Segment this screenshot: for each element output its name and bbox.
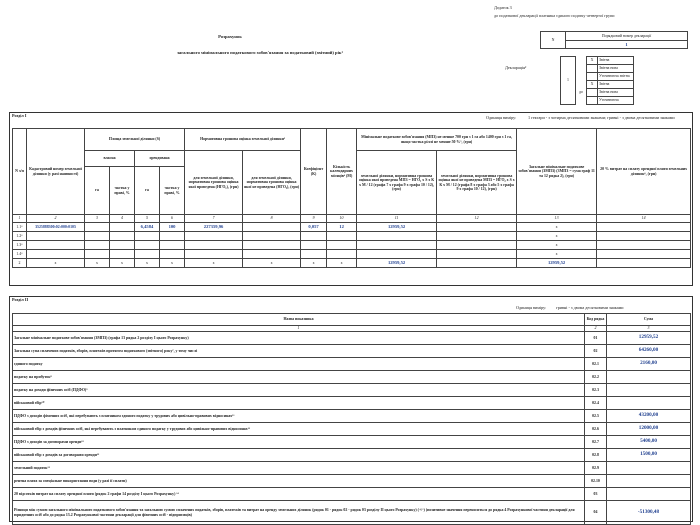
decl-mark-5[interactable] xyxy=(587,97,598,105)
indicator-code: 02.8 xyxy=(585,449,607,462)
decl-label-0: Звітна xyxy=(598,57,634,65)
table-row xyxy=(13,358,691,371)
owned-ha-input[interactable] xyxy=(85,241,110,250)
section2-table xyxy=(12,313,691,525)
order-value: 1 xyxy=(566,41,688,49)
total-zmpz[interactable]: 12959,52 xyxy=(517,259,597,268)
colnum-11: 11 xyxy=(357,215,437,223)
declaration-types xyxy=(560,56,634,105)
indicator-sum[interactable]: 64260,00 xyxy=(607,345,691,358)
indicator-sum[interactable]: 5400,00 xyxy=(607,436,691,449)
table-row xyxy=(13,449,691,462)
mpz-a-input[interactable] xyxy=(357,250,437,259)
table-row xyxy=(13,345,691,358)
indicator-code: 01 xyxy=(585,332,607,345)
table-row xyxy=(13,410,691,423)
indicator-code: 02.2 xyxy=(585,371,607,384)
valuation-b-input[interactable] xyxy=(243,223,301,232)
row-n: 1.2⁶ xyxy=(13,232,27,241)
declaration-number: 1 xyxy=(561,57,576,105)
indicator-sum[interactable]: 43200,00 xyxy=(607,410,691,423)
decl-mark-0[interactable]: X xyxy=(587,57,598,65)
total-x: x xyxy=(243,259,301,268)
heading-line2: загального мінімального податкового зобов'язання за податковий (звітний) рік¹ xyxy=(177,50,343,55)
table-row xyxy=(13,241,691,250)
table-row xyxy=(13,232,691,241)
pct-input[interactable] xyxy=(597,232,691,241)
hdr-owned-ha: га xyxy=(85,167,110,215)
decl-label-1: Звітна нова xyxy=(598,65,634,73)
mpz-b-input[interactable] xyxy=(437,223,517,232)
leased-share-input[interactable] xyxy=(160,250,185,259)
owned-ha-input[interactable] xyxy=(85,223,110,232)
indicator-code: 02.9 xyxy=(585,462,607,475)
indicator-name: Загальна сума сплачених податків, зборів, платежів протягом податкового (звітного) року⁷, у тому числі xyxy=(13,345,585,358)
decl-mark-4[interactable] xyxy=(587,89,598,97)
decl-label-2: Уточнююча звітна xyxy=(598,73,634,81)
colnum-10: 10 xyxy=(327,215,357,223)
s2-colnum-2: 2 xyxy=(585,326,607,332)
leased-ha-input[interactable]: 6,4584 xyxy=(135,223,160,232)
hdr-owned: власна xyxy=(85,151,135,167)
mpz-b-input[interactable] xyxy=(437,232,517,241)
row-n: 1.1⁶ xyxy=(13,223,27,232)
indicator-sum[interactable]: 2160,00 xyxy=(607,358,691,371)
valuation-b-input[interactable] xyxy=(243,232,301,241)
months-input[interactable]: 12 xyxy=(327,223,357,232)
indicator-code: 02.3 xyxy=(585,384,607,397)
hdr-code: Код рядка xyxy=(585,314,607,326)
indicator-name: військовий збір з доходів за договорами оренди¹² xyxy=(13,449,585,462)
table-row xyxy=(13,397,691,410)
row-n: 1.3⁶ xyxy=(13,241,27,250)
valuation-a-input[interactable] xyxy=(185,241,243,250)
indicator-sum[interactable]: 12000,00 xyxy=(607,423,691,436)
months-input[interactable] xyxy=(327,232,357,241)
table-row xyxy=(13,501,691,525)
valuation-b-input[interactable] xyxy=(243,241,301,250)
owned-ha-input[interactable] xyxy=(85,232,110,241)
colnum-9: 9 xyxy=(301,215,327,223)
decl-spacer xyxy=(576,57,587,81)
total-x: x xyxy=(85,259,110,268)
decl-mark-3[interactable]: X xyxy=(587,81,598,89)
months-input[interactable] xyxy=(327,250,357,259)
mpz-a-input[interactable] xyxy=(357,241,437,250)
hdr-pct: 20 % витрат на сплату орендної плати земельних ділянок⁶, (грн) xyxy=(597,129,691,215)
leased-share-input[interactable] xyxy=(160,232,185,241)
indicator-code: 02.7 xyxy=(585,436,607,449)
colnum-7: 7 xyxy=(185,215,243,223)
mpz-b-input[interactable] xyxy=(437,241,517,250)
section2-units-value: гривні - з двома десятковими знаками xyxy=(556,305,624,310)
indicator-sum[interactable] xyxy=(607,384,691,397)
owned-share-input[interactable] xyxy=(110,223,135,232)
total-mpz-b[interactable] xyxy=(437,259,517,268)
mpz-a-input[interactable] xyxy=(357,232,437,241)
appendix-subtitle: до податкової декларації платника єдиного податку четвертої групи xyxy=(494,13,615,18)
colnum-4: 4 xyxy=(110,215,135,223)
cadastral-input[interactable] xyxy=(27,250,85,259)
table-row-total xyxy=(13,259,691,268)
indicator-code: 02 xyxy=(585,345,607,358)
row-n: 2 xyxy=(13,259,27,268)
indicator-code: 03 xyxy=(585,488,607,501)
indicator-code: 02.10 xyxy=(585,475,607,488)
indicator-code: 04 xyxy=(585,501,607,525)
leased-share-input[interactable] xyxy=(160,241,185,250)
hdr-leased-ha: га xyxy=(135,167,160,215)
indicator-name: Загальне мінімальне податкове зобов'язання (ЗМПЗ) (графа 13 рядка 2 розділу I цього Розрахунку) xyxy=(13,332,585,345)
hdr-cadastral: Кадастровий номер земельної ділянки (у разі наявності) xyxy=(27,129,85,215)
colnum-5: 5 xyxy=(135,215,160,223)
indicator-name: ПДФО з доходів фізичних осіб, які перебувають з платником єдиного податку у трудових або цивільно-правових відносинах¹¹ xyxy=(13,410,585,423)
leased-ha-input[interactable] xyxy=(135,241,160,250)
hdr-coef: Коефіцієнт (К) xyxy=(301,129,327,215)
total-x: x xyxy=(185,259,243,268)
section1-units-label: Одиниця виміру: xyxy=(486,115,517,120)
coef-input[interactable] xyxy=(301,232,327,241)
indicator-sum[interactable] xyxy=(607,475,691,488)
hdr-total: Загальне мінімальне податкове зобов'язання (ЗМПЗ) (ЗМПЗ = сума граф 11 та 12 рядка 2), (грн) xyxy=(517,129,597,215)
cadastral-input[interactable]: 3525888300:02:000:0105 xyxy=(27,223,85,232)
indicator-code: 02.4 xyxy=(585,397,607,410)
indicator-sum[interactable]: 1500,00 xyxy=(607,449,691,462)
colnum-2: 2 xyxy=(27,215,85,223)
table-row xyxy=(13,371,691,384)
indicator-sum[interactable] xyxy=(607,488,691,501)
hdr-mpz: Мінімальне податкове зобов'язання (МПЗ) не менше 700 грн з 1 га або 1400 грн з 1 га, якщо частка ріллі не менше 50 %⁵, (грн) xyxy=(357,129,517,151)
total-pct[interactable] xyxy=(597,259,691,268)
indicator-name: військовий збір з доходів фізичних осіб, які перебувають з платником єдиного податку у трудових або цивільно-правових відносинах¹¹ xyxy=(13,423,585,436)
section2-units-label: Одиниця виміру: xyxy=(516,305,547,310)
decl-label-3: Звітна xyxy=(598,81,634,89)
total-x: x xyxy=(327,259,357,268)
total-x: x xyxy=(160,259,185,268)
hdr-mpz-b: земельної ділянки, нормативна грошова оцінка якої не проведена МПЗ = НГО₂ x S x К x М / 12 (графа 8 x графа 3 або 5 x графа 9 x графа 10 / 12), (грн) xyxy=(437,151,517,215)
indicator-name: рентна плата за спеціальне використання води (у разі її сплати) xyxy=(13,475,585,488)
hdr-name: Назва показника xyxy=(13,314,585,326)
total-cell: x xyxy=(517,250,597,259)
hdr-sum: Сума xyxy=(607,314,691,326)
s2-colnum-1: 1 xyxy=(13,326,585,332)
cadastral-input[interactable] xyxy=(27,232,85,241)
hdr-leased-share: частка у праві, % xyxy=(160,167,185,215)
total-cell: x xyxy=(517,241,597,250)
decl-label-4: Звітна нова xyxy=(598,89,634,97)
heading-line1: Розрахунок xyxy=(218,34,242,39)
colnum-1: 1 xyxy=(13,215,27,223)
colnum-12: 12 xyxy=(437,215,517,223)
declaration-label: Декларація² xyxy=(505,65,527,70)
owned-ha-input[interactable] xyxy=(85,250,110,259)
indicator-code: 02.1 xyxy=(585,358,607,371)
table-row xyxy=(13,436,691,449)
mpz-a-input[interactable]: 12959,52 xyxy=(357,223,437,232)
indicator-name: податку на прибуток⁸ xyxy=(13,371,585,384)
table-row xyxy=(13,332,691,345)
colnum-13: 13 xyxy=(517,215,597,223)
coef-input[interactable] xyxy=(301,241,327,250)
section1-units-value: 1 гектари - з чотирма десятковими знаками; гривні - з двома десятковими знаками xyxy=(528,115,675,120)
total-cell: x xyxy=(517,232,597,241)
owned-share-input[interactable] xyxy=(110,241,135,250)
hdr-mpz-a: земельної ділянки, нормативна грошова оцінка якої проведена МПЗ = НГО₁ x S x К x М / 12 (графа 7 x графа 9 x графа 10 / 12), (грн) xyxy=(357,151,437,215)
hdr-valuation: Нормативна грошова оцінка земельної ділянки³ xyxy=(185,129,301,151)
hdr-val-a: для земельної ділянки, нормативна грошова оцінка якої проведена (НГО₁), (грн) xyxy=(185,151,243,215)
table-row xyxy=(13,475,691,488)
appendix-title: Додаток 3 xyxy=(494,5,512,10)
decl-label-5: Уточнююча xyxy=(598,97,634,105)
leased-ha-input[interactable] xyxy=(135,250,160,259)
hdr-months: Кількість календарних місяців⁴ (М) xyxy=(327,129,357,215)
table-row xyxy=(13,462,691,475)
hdr-leased: орендована xyxy=(135,151,185,167)
months-input[interactable] xyxy=(327,241,357,250)
colnum-14: 14 xyxy=(597,215,691,223)
colnum-8: 8 xyxy=(243,215,301,223)
valuation-b-input[interactable] xyxy=(243,250,301,259)
total-mpz-a[interactable]: 12959,52 xyxy=(357,259,437,268)
indicator-name: 20 відсотків витрат на сплату орендної плати (рядок 2 графи 14 розділу I цього Розрахунку) ¹⁴ xyxy=(13,488,585,501)
colnum-3: 3 xyxy=(85,215,110,223)
s2-colnum-3: 3 xyxy=(607,326,691,332)
order-n-label: N xyxy=(541,32,566,49)
indicator-sum[interactable] xyxy=(607,397,691,410)
indicator-sum[interactable]: -51300,48 xyxy=(607,501,691,525)
pct-input[interactable] xyxy=(597,241,691,250)
table-row xyxy=(13,488,691,501)
indicator-sum[interactable]: 12959,52 xyxy=(607,332,691,345)
total-x: x xyxy=(27,259,85,268)
coef-input[interactable]: 0,057 xyxy=(301,223,327,232)
hdr-n: N з/п xyxy=(13,129,27,215)
valuation-a-input[interactable] xyxy=(185,250,243,259)
mpz-b-input[interactable] xyxy=(437,250,517,259)
valuation-a-input[interactable] xyxy=(185,232,243,241)
leased-share-input[interactable]: 100 xyxy=(160,223,185,232)
leased-ha-input[interactable] xyxy=(135,232,160,241)
colnum-6: 6 xyxy=(160,215,185,223)
coef-input[interactable] xyxy=(301,250,327,259)
valuation-a-input[interactable]: 227359,96 xyxy=(185,223,243,232)
table-row xyxy=(13,223,691,232)
decl-to: до xyxy=(579,90,583,95)
indicator-name: єдиного податку xyxy=(13,358,585,371)
decl-mark-1[interactable] xyxy=(587,65,598,73)
total-cell: x xyxy=(517,223,597,232)
indicator-name: земельний податок¹³ xyxy=(13,462,585,475)
indicator-name: податку на доходи фізичних осіб (ПДФО)⁹ xyxy=(13,384,585,397)
pct-input[interactable] xyxy=(597,223,691,232)
section2-title: Розділ II xyxy=(12,297,29,302)
table-row xyxy=(13,250,691,259)
total-x: x xyxy=(301,259,327,268)
order-number-box xyxy=(540,31,688,49)
total-x: x xyxy=(110,259,135,268)
cadastral-input[interactable] xyxy=(27,241,85,250)
hdr-area: Площа земельної ділянки (S) xyxy=(85,129,185,151)
order-header: Порядковий номер декларації xyxy=(566,32,688,41)
total-x: x xyxy=(135,259,160,268)
pct-input[interactable] xyxy=(597,250,691,259)
hdr-owned-share: частка у праві, % xyxy=(110,167,135,215)
decl-mark-2[interactable] xyxy=(587,73,598,81)
owned-share-input[interactable] xyxy=(110,232,135,241)
indicator-name: ПДФО з доходів за договорами оренди¹² xyxy=(13,436,585,449)
section1-table xyxy=(12,128,691,268)
row-n: 1.4⁶ xyxy=(13,250,27,259)
table-row xyxy=(13,423,691,436)
indicator-sum[interactable] xyxy=(607,371,691,384)
table-row xyxy=(13,384,691,397)
indicator-sum[interactable] xyxy=(607,462,691,475)
section1-title: Розділ I xyxy=(12,113,27,118)
indicator-code: 02.6 xyxy=(585,423,607,436)
indicator-name: військовий збір¹⁰ xyxy=(13,397,585,410)
owned-share-input[interactable] xyxy=(110,250,135,259)
indicator-name: Різниця між сумою загального мінімального податкового зобов'язання та загальною сумою сплачених податків, зборів, платежів та витрат на оренду земельних ділянок (рядок 01 - рядок 02 - рядок 03 розділу II цього Розрахунку) (+/-) (позитивне значення переноситься до рядка 4 Розрахункової частини декларації для юридичних осіб або до рядка 13.2 Розрахункової частини декларації для фізичних осіб - підприємців) xyxy=(13,501,585,525)
hdr-val-b: для земельної ділянки, нормативна грошова оцінка якої не проведена (НГО₂), (грн) xyxy=(243,151,301,215)
indicator-code: 02.5 xyxy=(585,410,607,423)
